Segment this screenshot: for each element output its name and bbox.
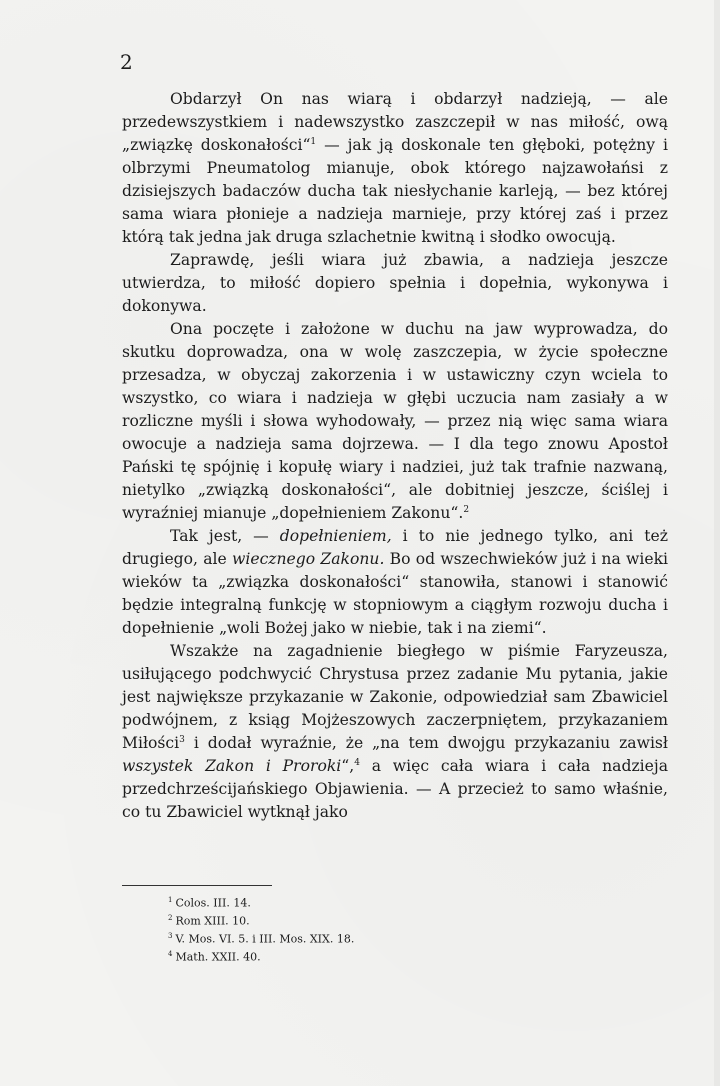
footnote-mark: 4 [168, 950, 173, 959]
footnote-mark: 1 [168, 896, 173, 904]
footnote-mark: 2 [168, 914, 173, 923]
emphasized-text: dopełnieniem, [279, 527, 392, 545]
text-segment: a więc cała wiara i cała nadzieja przedchrześcijańskiego Objawienia. — A przecież to samo właśnie, co tu Zbawiciel wytknął jako [122, 757, 669, 821]
footnote-text: Rom XIII. 10. [175, 914, 250, 928]
text-segment: Wszakże na zagadnienie biegłego w piśmie Faryzeusza, usiłującego podchwycić Chrystusa przez zadanie Mu pytania, jakie jest największe przykazanie w Zakonie, odpowiedział sam Zbawiciel podwójnem, z ksiąg Mojżeszowych zaczerpniętem, przykazaniem Miłości [122, 642, 668, 752]
text-segment: i dodał wyraźnie, że „na tem dwojgu przykazaniu zawisł [184, 734, 668, 752]
text-segment: Zaprawdę, jeśli wiara już zbawia, a nadzieja jeszcze utwierdza, to miłość dopiero spełnia i dopełnia, wykonywa i dokonywa. [122, 251, 668, 315]
footnote-mark: 3 [168, 932, 173, 941]
footnote-text: V. Mos. VI. 5. i III. Mos. XIX. 18. [175, 932, 355, 946]
body-text [122, 88, 668, 824]
page-number: 2 [120, 50, 133, 74]
footnote-rule [122, 885, 272, 886]
footnotes [168, 893, 354, 966]
text-segment: — jak ją doskonale ten głęboki, potężny i olbrzymi Pneumatolog mianuje, obok którego najzawołańsi z dzisiejszych badaczów ducha tak niesłychanie karleją, — bez której sama wiara płonieje a nadzieja marnieje, przy której zaś i przez którą tak jedna jak druga szlachetnie kwitną i słodko owocują. [122, 136, 668, 246]
footnote-reference: 3 [179, 734, 185, 745]
text-segment: Tak jest, — [170, 527, 280, 545]
text-segment: Ona poczęte i założone w duchu na jaw wyprowadza, do skutku doprowadza, ona w wolę zaszczepia, w życie społeczne przesadza, w obyczaj zakorzenia i w ustawiczny czyn wciela to wszystko, co wiara i nadzieja w głębi uczucia nam zasiały a w rozliczne myśli i słowa wyhodowały, — przez nią więc sama wiara owocuje a nadzieja sama dojrzewa. — I dla tego znowu Apostoł Pański tę spójnię i kopułę wiary i nadziei, już tak trafnie nazwaną, nietylko „związką doskonałości“, ale dobitniej jeszcze, ściślej i wyraźniej mianuje „dopełnieniem Zakonu“. [122, 320, 668, 522]
footnote-text: Colos. III. 14. [175, 896, 251, 910]
footnote [168, 911, 354, 929]
footnote-text: Math. XXII. 40. [175, 951, 261, 965]
paragraph [122, 88, 668, 249]
footnote [168, 893, 354, 911]
footnote-reference: 4 [354, 757, 360, 768]
footnote [168, 947, 354, 965]
paragraph [122, 525, 668, 640]
text-segment: i to nie jednego tylko, ani też drugiego, ale [122, 527, 668, 568]
paragraph [122, 318, 668, 525]
footnote-reference: 2 [463, 504, 470, 515]
footnote-reference: 1 [310, 136, 317, 147]
emphasized-text: wszystek Zakon i Proroki [122, 757, 342, 775]
text-segment: Bo od wszechwieków już i na wieki wieków ta „związka doskonałości“ stanowiła, stanowi i stanowić będzie integralną funkcję w stopniowym a ciągłym rozwoju ducha i dopełnienie „woli Bożej jako w niebie, tak i na ziemi“. [122, 550, 669, 637]
text-segment: Obdarzył On nas wiarą i obdarzył nadzieją, — ale przedewszystkiem i nadewszystko zaszczepił w nas miłość, ową „związkę doskonałości“ [122, 90, 668, 154]
emphasized-text: wiecznego Zakonu. [232, 550, 385, 568]
footnote [168, 929, 354, 947]
paragraph [122, 249, 668, 318]
text-segment: “, [341, 757, 355, 775]
paragraph [122, 640, 668, 824]
